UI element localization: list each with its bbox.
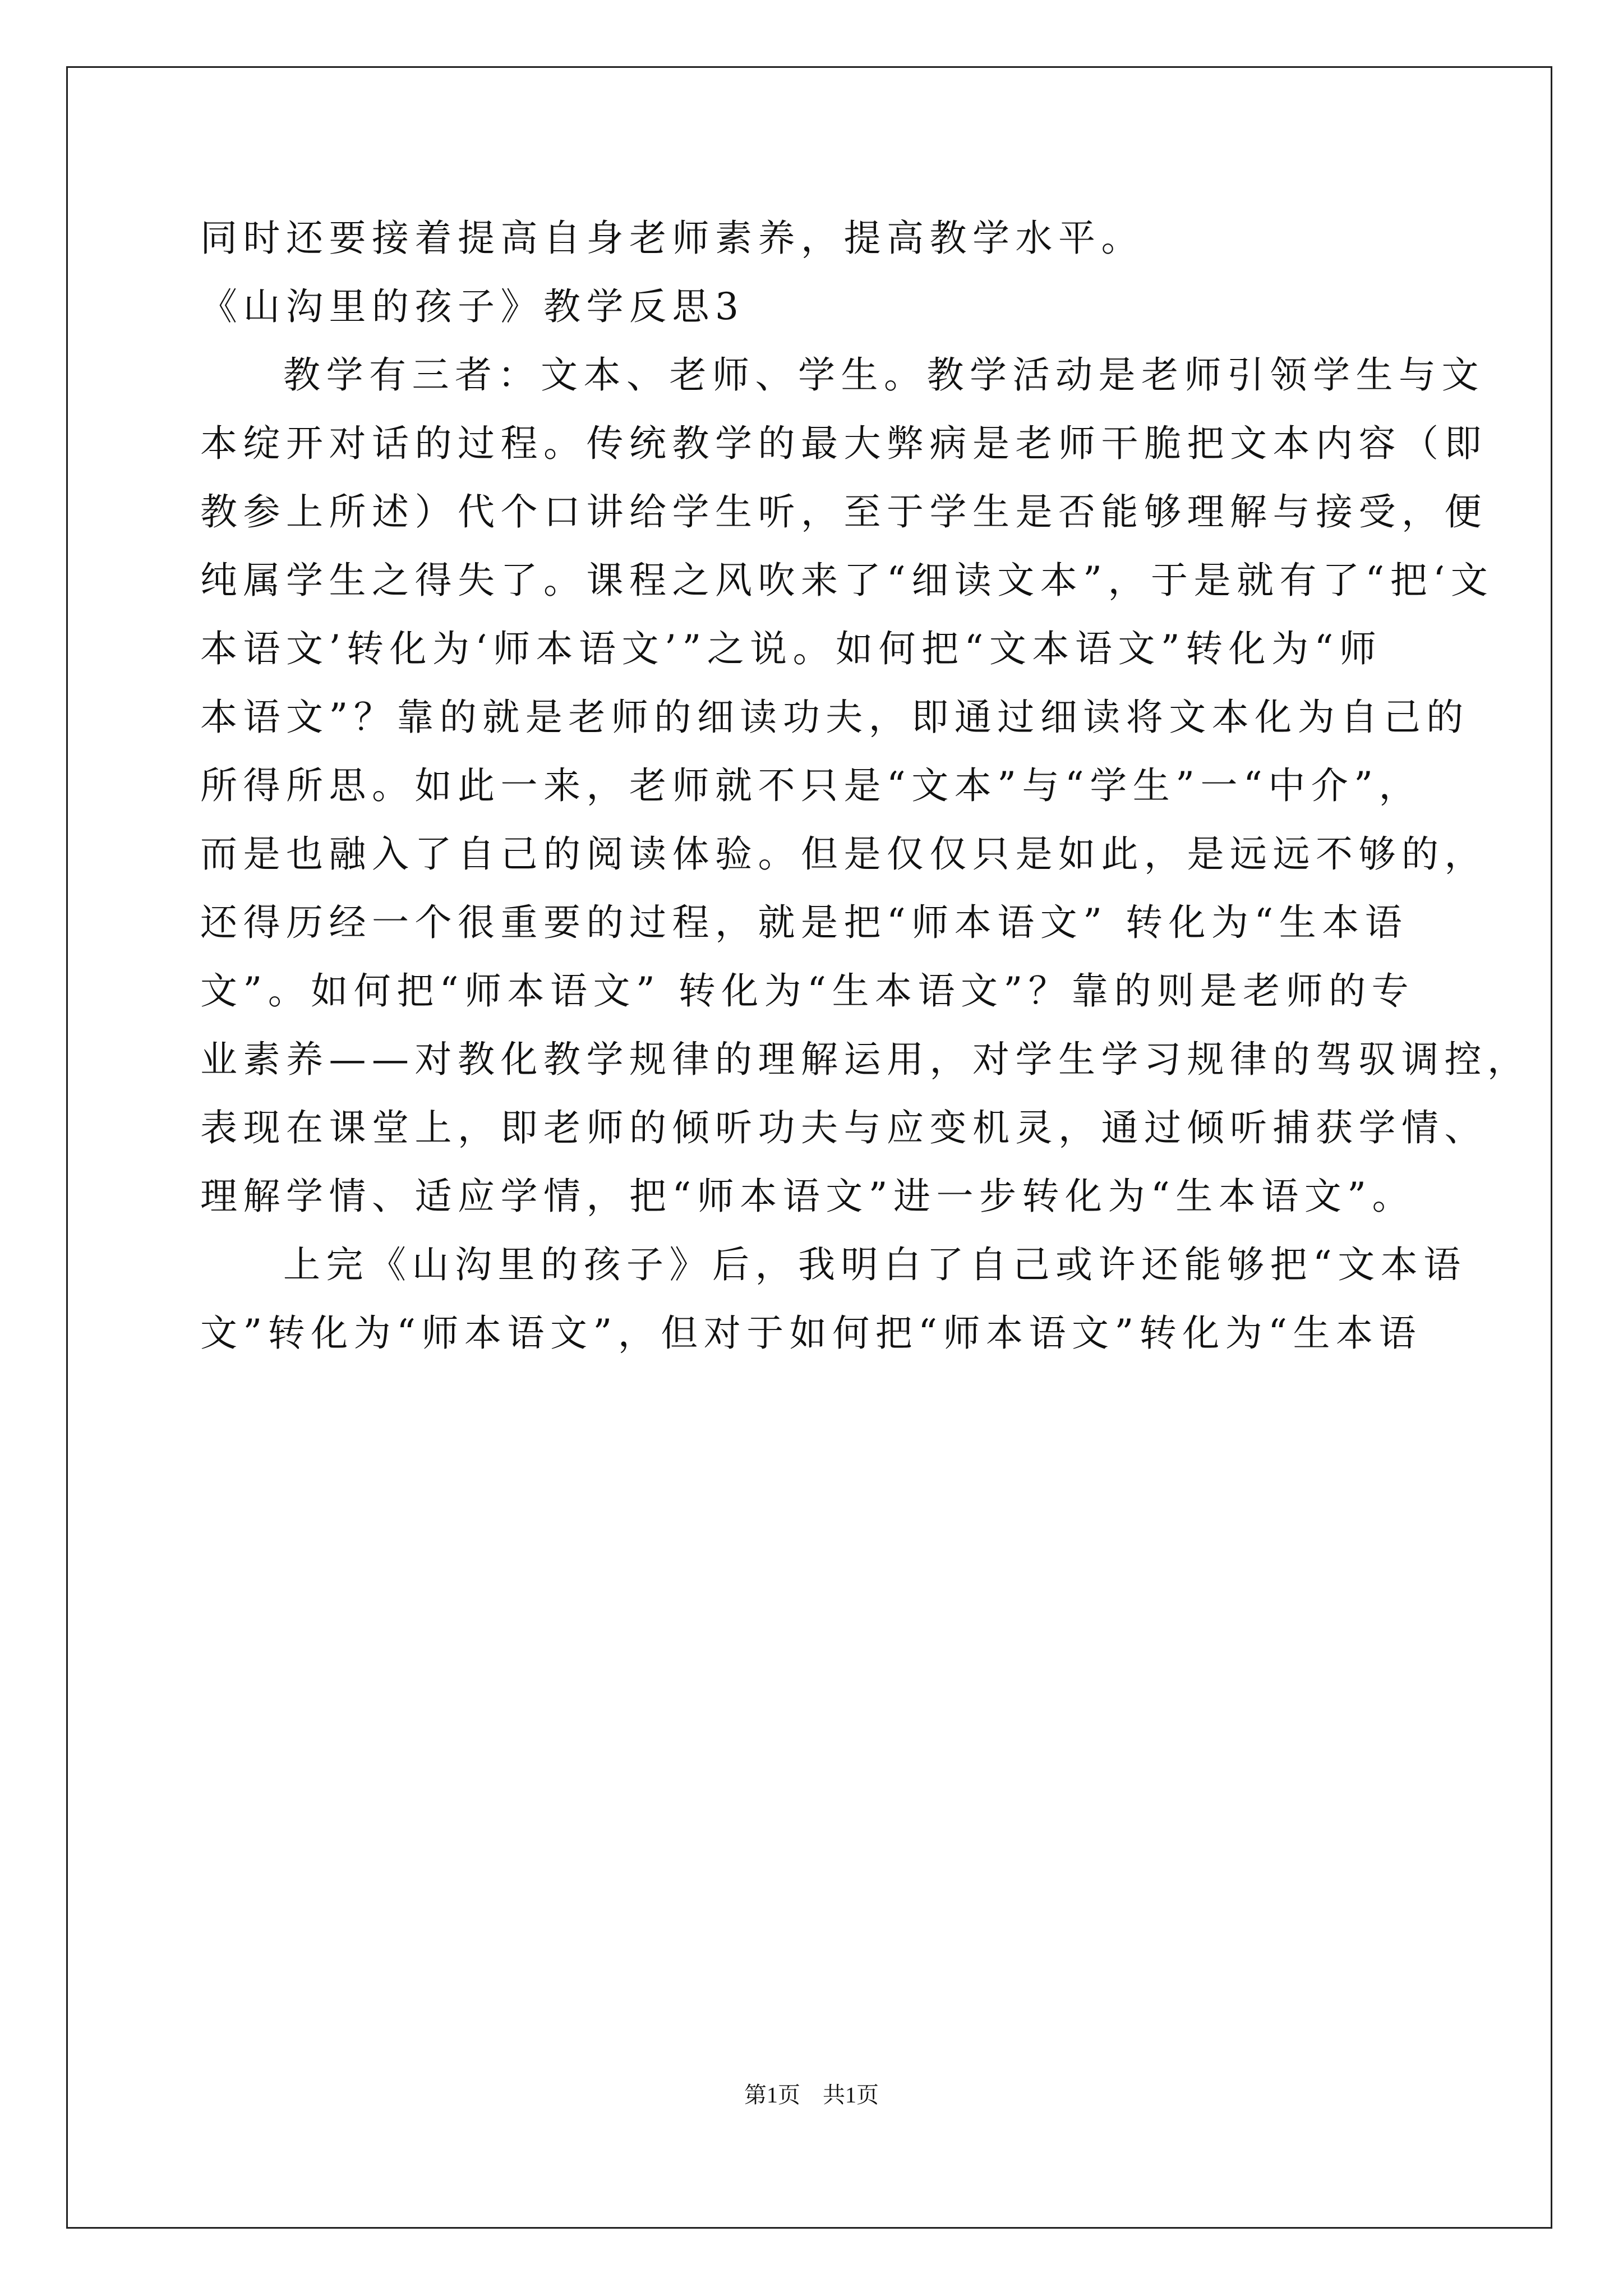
section-heading: 《山沟里的孩子》教学反思3: [200, 285, 745, 328]
page-number-footer: 第1页 共1页: [744, 2082, 879, 2108]
text-line: 同时还要接着提高自身老师素养，提高教学水平。: [200, 217, 1144, 260]
text-line: 上完《山沟里的孩子》后，我明白了自己或许还能够把“文本语: [283, 1243, 1467, 1286]
text-line: 教学有三者：文本、老师、学生。教学活动是老师引领学生与文: [283, 353, 1484, 397]
text-line: 本语文’转化为‘师本语文’”之说。如何把“文本语文”转化为“师: [200, 627, 1382, 670]
text-line: 纯属学生之得失了。课程之风吹来了“细读文本”，于是就有了“把‘文: [200, 559, 1494, 602]
text-line: 教参上所述）代个口讲给学生听，至于学生是否能够理解与接受，便: [200, 490, 1487, 533]
document-body: [200, 217, 1530, 1383]
text-line: 所得所思。如此一来，老师就不只是“文本”与“学生”一“中介”，: [200, 764, 1422, 807]
text-line: 而是也融入了自己的阅读体验。但是仅仅只是如此，是远远不够的，: [200, 832, 1487, 876]
text-line: 本绽开对话的过程。传统教学的最大弊病是老师干脆把文本内容（即: [200, 422, 1487, 465]
text-line: 理解学情、适应学情，把“师本语文”进一步转化为“生本语文”。: [200, 1175, 1415, 1218]
text-line: 表现在课堂上，即老师的倾听功夫与应变机灵，通过倾听捕获学情、: [200, 1106, 1487, 1149]
text-line: 文”转化为“师本语文”，但对于如何把“师本语文”转化为“生本语: [200, 1312, 1422, 1355]
text-line: 还得历经一个很重要的过程，就是把“师本语文” 转化为“生本语: [200, 901, 1408, 944]
text-line: 业素养——对教化教学规律的理解运用，对学生学习规律的驾驭调控，: [200, 1038, 1530, 1081]
text-line: 文”。如何把“师本语文” 转化为“生本语文”？靠的则是老师的专: [200, 969, 1415, 1013]
text-line: 本语文”？靠的就是老师的细读功夫，即通过细读将文本化为自己的: [200, 696, 1469, 739]
